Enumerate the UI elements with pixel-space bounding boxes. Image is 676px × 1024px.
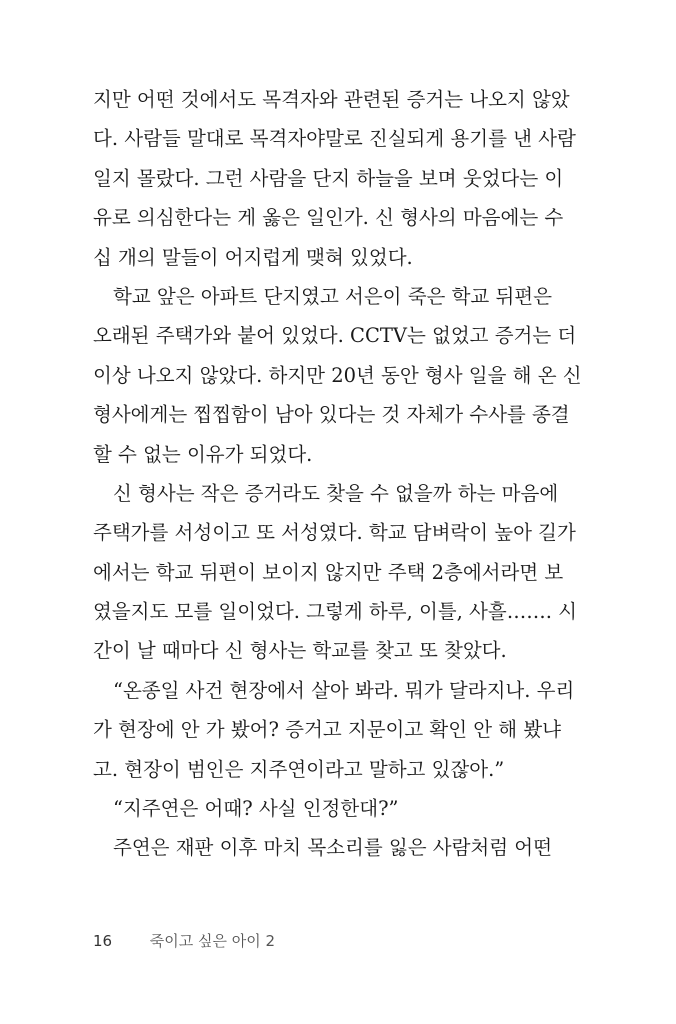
body-text [93,86,582,874]
text-line: 지만 어떤 것에서도 목격자와 관련된 증거는 나오지 않았 [93,88,570,111]
text-line: 오래된 주택가와 붙어 있었다. CCTV는 없었고 증거는 더 [93,324,577,348]
text-line: 유로 의심한다는 게 옳은 일인가. 신 형사의 마음에는 수 [93,206,564,230]
text-line: “지주연은 어때? 사실 인정한대?” [113,797,399,821]
text-line: 고. 현장이 범인은 지주연이라고 말하고 있잖아.” [93,757,505,781]
text-line: 일지 몰랐다. 그런 사람을 단지 하늘을 보며 웃었다는 이 [93,166,564,190]
page-number: 16 [93,932,113,950]
text-line: 주연은 재판 이후 마치 목소리를 잃은 사람처럼 어떤 [113,836,552,860]
page-footer [93,930,275,951]
text-line: 십 개의 말들이 어지럽게 맺혀 있었다. [93,245,413,269]
text-line: 이상 나오지 않았다. 하지만 20년 동안 형사 일을 해 온 신 [93,363,582,387]
text-line: 신 형사는 작은 증거라도 찾을 수 없을까 하는 마음에 [113,481,559,505]
text-line: 가 현장에 안 가 봤어? 증거고 지문이고 확인 안 해 봤냐 [93,718,562,742]
text-line: “온종일 사건 현장에서 살아 봐라. 뭐가 달라지나. 우리 [113,678,575,702]
text-line: 였을지도 모를 일이었다. 그렇게 하루, 이틀, 사흘……. 시 [93,600,577,624]
text-line: 간이 날 때마다 신 형사는 학교를 찾고 또 찾았다. [93,639,507,663]
text-line: 형사에게는 찝찝함이 남아 있다는 것 자체가 수사를 종결 [93,403,570,427]
text-line: 할 수 없는 이유가 되었다. [93,442,313,466]
running-title: 죽이고 싶은 아이 2 [149,932,276,950]
text-line: 주택가를 서성이고 또 서성였다. 학교 담벼락이 높아 길가 [93,521,576,545]
text-line: 학교 앞은 아파트 단지였고 서은이 죽은 학교 뒤편은 [113,284,552,308]
text-line: 에서는 학교 뒤편이 보이지 않지만 주택 2층에서라면 보 [93,560,564,584]
text-line: 다. 사람들 말대로 목격자야말로 진실되게 용기를 낸 사람 [93,127,576,151]
